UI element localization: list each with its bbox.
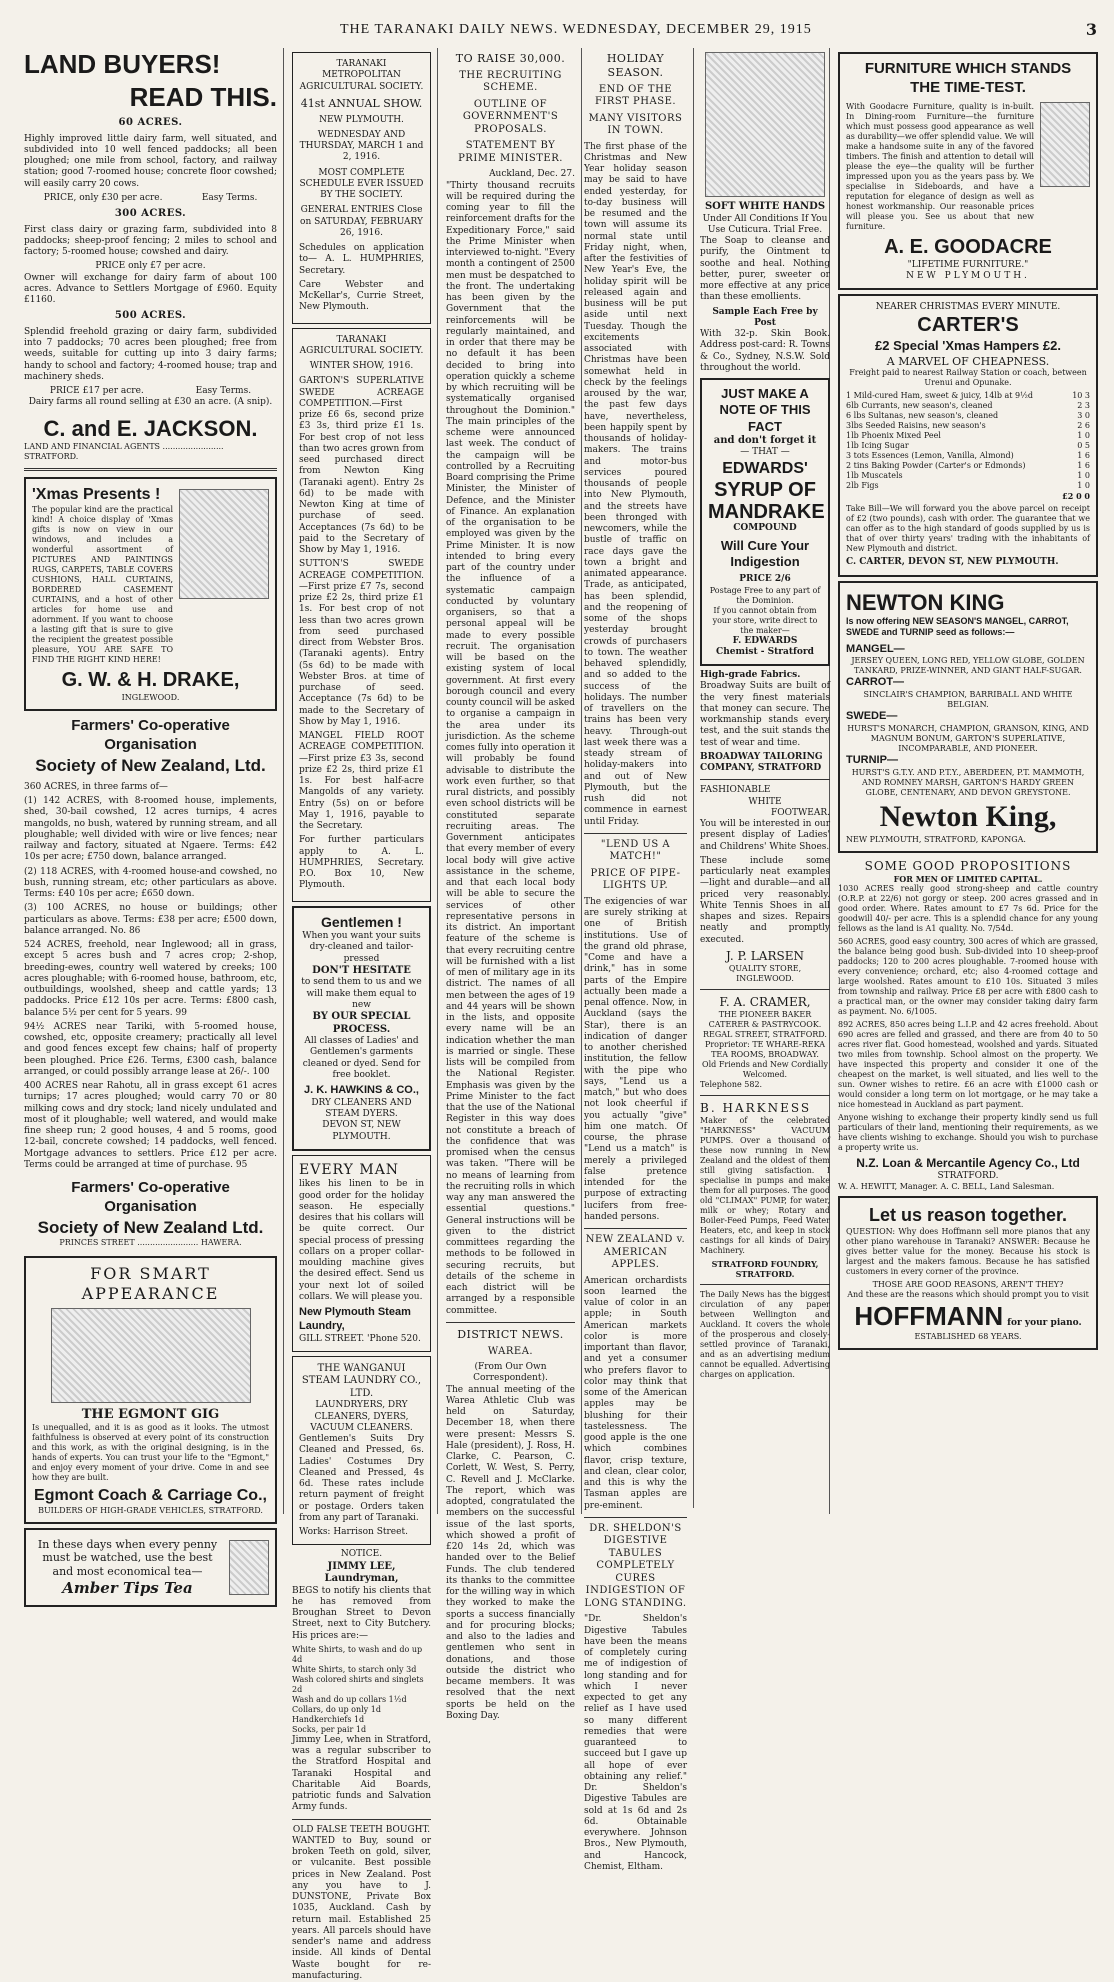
carter-freight: Freight paid to nearest Railway Station or coach, between Urenui and Opunake.: [849, 368, 1087, 388]
harkness-name: B. HARKNESS: [700, 1100, 812, 1115]
tea-packet-illustration: [229, 1540, 269, 1595]
listing-text: Splendid freehold grazing or dairy farm, subdivided into 7 paddocks; 70 acres been ploughed; free from weeds, suitable for cutting up into 3 dairy farms; handy to school and factory; 4-roomed house; trap and machinery sheds.: [24, 326, 277, 382]
carter-address: C. CARTER, DEVON ST, NEW PLYMOUTH.: [846, 557, 1059, 568]
column-1: [18, 48, 284, 1597]
seed-varieties: HURST'S G.T.Y. AND P.T.Y., ABERDEEN, P.T. MAMMOTH, AND ROMNEY MARSH, GARTON'S HARDY GREEN GLOBE, CENTENARY, AND DEVON GREYSTONE.: [851, 767, 1085, 797]
laundry-address: GILL STREET. 'Phone 520.: [299, 1333, 421, 1344]
winter-show-ad: [292, 328, 431, 902]
footwear-line: WHITE: [748, 796, 782, 807]
advertiser-sub: LAND AND FINANCIAL AGENTS ........................ STRATFORD.: [24, 442, 224, 461]
reason-text: QUESTION: Why does Hoffmann sell more pianos that any other piano warehouse in Taranaki? ANSWER: Because he gives better value for the money. Because his stock is largest and the makers famous. Because he has satisfied customers in every corner of the province.: [846, 1226, 1090, 1276]
column-4: [584, 48, 830, 1872]
mandrake-line: — THAT —: [740, 447, 790, 458]
column-2: [286, 48, 438, 1981]
newton-king-name: Newton King,: [879, 799, 1057, 833]
page-number: 3: [1085, 20, 1098, 39]
hawkins-ad: [292, 906, 431, 1151]
seed-varieties: HURST'S MONARCH, CHAMPION, GRANSON, KING, AND MAGNUM BONUM, GARTON'S SUPERLATIVE, INCOMPARABLE, AND PIONEER.: [847, 723, 1089, 753]
competition-text: MANGEL FIELD ROOT ACREAGE COMPETITION.—First prize £3 3s, second prize £2 2s, third prize £1 1s. For best half-acre Mangolds of any variety. Entry (5s) on or before May 1, 1916, payable to the Secretary.: [299, 731, 424, 831]
footwear-text: These include some particularly neat examples—light and durable—and all priced very reasonably. White Tennis Shoes in all shapes and sizes. Repairs neatly and promptly executed.: [700, 855, 830, 945]
listing-price: PRICE £17 per acre.: [49, 386, 144, 396]
column-4-left: [584, 48, 694, 1872]
farm-listing: 360 ACRES, in three farms of—: [24, 781, 168, 792]
correspondent: (From Our Own Correspondent).: [473, 1362, 548, 1384]
proposition: 560 ACRES, good easy country, 300 acres of which are grassed, the balance being good bush. Sub-divided into 10 sheep-proof paddocks; 120 to 200 acres ploughable. 7-roomed house with every convenience; orchard, etc; also 4-roomed cottage and large woolshed. Rates amount to £10 10s. Situated 3 miles from township and railway. Price £8 per acre with £800 cash to a practical man, or the owner may consider taking dairy farm as payment. No. 6/1005.: [838, 937, 1098, 1016]
fireplace-illustration: [179, 489, 269, 599]
goodacre-name: A. E. GOODACRE: [884, 235, 1052, 258]
article-headline: DR. SHELDON'S DIGESTIVE TABULES COMPLETELY CURES INDIGESTION OF LONG STANDING.: [584, 1522, 687, 1609]
harkness-text: Maker of the celebrated "HARKNESS" VACUUM PUMPS. Over a thousand of these now running in New Zealand and the oldest of them still giving satisfaction. I specialise in pumps and make them for all purposes. The good old "CLIMAX" PUMP, for water, milk or whey; Rotary and Boiler-Feed Pumps, Feed Water Heaters, etc, and keep in stock castings for all kinds of Dairy Machinery.: [700, 1115, 830, 1255]
ad-line: to send them to us and we will make them equal to new: [301, 977, 422, 1010]
teeth-text: WANTED to Buy, sound or broken Teeth on gold, silver, or vulcanite. Best possible prices in New Zealand. Post any you have to J. DUNSTONE, Private Box 1035, Auckland. Cash by return mail. Established 25 years. All parcels should have sender's name and address inside. All kinds of Dental Waste bought for re-manufacturing.: [292, 1835, 431, 1981]
proposition: Anyone wishing to exchange their property kindly send us full particulars of their land, mentioning their requirements, as we have clients wishing to exchange. Should you wish to purchase a property write us.: [838, 1113, 1098, 1152]
proposition: 1030 ACRES really good strong-sheep and cattle country (O.R.P. at 22/6) not gorgy or steep. 200 acres grassed and in good order. Where. Rates amount to £7 7s 6d. Price for the goodwill 40/- per acre. This is a splendid chance for any young fellows as the land is A1 quality. No. 7/54d.: [838, 884, 1098, 933]
fco-heading: Farmers' Co-operative Organisation: [71, 717, 230, 753]
district-body: The annual meeting of the Warea Athletic Club was held on Saturday, December 18, when there were present: Messrs S. Hale (president), J. Ross, H. Clarke, C. Pearson, C. Corlett, W. West, S. Perry, C. Revell and J. McClarke. The report, which was adopted, congratulated the members on the successful issue of the last sports, which showed a profit of £20 14s 2d, which was handed over to the Belief Funds. The club tendered its thanks to the committee for the willing way in which they worked to make the sports a success financially and for procuring blocks; and also to the ladies and gentlemen who sent in donations, and those outside the district who became members. It was resolved that the next sports be held on the Boxing Day.: [446, 1384, 575, 1721]
mandrake-ad: [700, 378, 830, 666]
article-body: "Thirty thousand recruits will be required during the coming year to fill the reinforcement drafts for the Expeditionary Force," said the Prime Minister when interviewed to-night. "Every month a contingent of 2500 men must be despatched to the front. The undertaking has been given by the Government that the reinforcements will be regularly maintained, and in order that there may be no default it has been decided to bring into operation quickly a scheme by which recruiting will be systematically organised throughout the Dominion." The main principles of the scheme were announced last week. The conduct of the campaign will be controlled by a Recruiting Board comprising the Prime Minister, the Minister of Defence, and the Minister of Finance. An explanation of the organisation to be employed was given by the Prime Minister. It is now intended to bring every part of the country under the influence of a systematic campaign conducted by voluntary organisers, so that a personal appeal will be made to every possible recruit. The organisation will be based on the existing system of local government. At first every borough council and every county council will be asked to organise a campaign in the area under its jurisdiction. As the scheme comes fully into operation it will probably be found advisable to distribute the work even further, so that rural districts, and possibly even school districts will be constituted separate recruiting areas. The Government anticipates that every member of every local body will give active assistance in the scheme, and that each local body will be able to secure the services of other representative persons in its district. An important feature of the scheme is that every recruiting centre will be furnished with a list of men of military age in its district. The names of all men between the ages of 19 and 44 years will be shown in the lists, and opposite every name will be an indication whether the man is married or single. These lists will be compiled from the National Register. Emphasis was given by the Prime Minister to the fact that the use of the National Register in this way does not constitute a breach of the confidence that was promised when the census was taken. "There will be no means of learning from the recruiting rolls in which way any man answered the essential questions." General instructions will be given to the district committees regarding the methods to be followed in securing recruits, but details of the scheme in each district will be arranged by a responsible committee.: [446, 180, 576, 1316]
article-body: "Dr. Sheldon's Digestive Tabules have been the means of completely curing me of indigestion of long standing and for which I never expected to get any relief as I have used so many different remedies that were guaranteed to succeed but I gave up all hope of ever obtaining any relief." Dr. Sheldon's Digestive Tabules are sold at 1s 6d and 2s 6d. Obtainable everywhere. Johnson Bros., New Plymouth, and Hancock, Chemist, Eltham.: [584, 1614, 687, 1872]
carter-text: Take Bill—We will forward you the above parcel on receipt of £2 (two pounds), cash with order. The guarantee that we can offer as to the high standard of goods supplied by us is that of over thirty years' trading with the inhabitants of New Plymouth and district.: [846, 504, 1090, 554]
cuticura-text: The Soap to cleanse and purify, the Ointment to soothe and heal. Nothing better, purer, sweeter or more effective at any price than these emollients.: [700, 236, 830, 303]
hamper-item: 2lb Figs 1 0: [846, 481, 1090, 491]
show-schedule: MOST COMPLETE SCHEDULE EVER ISSUED BY THE SOCIETY.: [299, 167, 424, 200]
listing-heading: 60 ACRES.: [118, 117, 183, 128]
wanganui-works: Works: Harrison Street.: [299, 1527, 408, 1537]
mandrake-line: JUST MAKE A NOTE OF THIS FACT: [719, 386, 811, 434]
notice-heading: NOTICE.: [340, 1549, 383, 1560]
hamper-item: 1lb Icing Sugar 0 5: [846, 441, 1090, 451]
woman-illustration: [705, 52, 825, 197]
wanganui-name: THE WANGANUI STEAM LAUNDRY CO., LTD.: [301, 1362, 422, 1399]
price-item: White Shirts, to wash and do up 4d: [292, 1644, 423, 1664]
fco-address: PRINCES STREET ........................ HAWERA.: [59, 1237, 242, 1247]
xmas-text: The popular kind are the practical kind! A choice display of 'Xmas gifts is now on view in our windows, and includes a wonderful assortment of PICTURES AND PAINTINGS RUGS, CARPETS, TABLE COVERS CUSHIONS, HALL CURTAINS, BORDERED CASEMENT CURTAINS, and a host of other articles for home use and adornment. If you want to choose a lasting gift that is sure to give the recipient the greatest possible pleasure, YOU ARE SAFE TO FIND THE RIGHT KIND HERE!: [32, 505, 173, 664]
drake-town: INGLEWOOD.: [121, 693, 180, 702]
reason-line: THOSE ARE GOOD REASONS, AREN'T THEY?: [872, 1279, 1064, 1289]
gig-text: Is unequalled, and it is as good as it looks. The utmost faithfulness is observed at every point of its construction and this work, as with the original designing, is in the hands of experts. You can trust your life to the "Egmont," and enjoy every moment of your drive. Come in and see how they are built.: [32, 1423, 269, 1482]
competition-text: GARTON'S SUPERLATIVE SWEDE ACREAGE COMPETITION.—First prize £6 6s, second prize £3 3s, third prize £1 1s. For best crop of not less than two acres grown from seed purchased direct from Newton King (Taranaki agent). Entry 2s 6d) to be made with Newton King at time of purchase of seed. Acceptances (7s 6d) to be paid to the Secretary of Show by May 1, 1916.: [299, 376, 424, 555]
article-subhead: END OF THE FIRST PHASE.: [594, 83, 677, 107]
carter-name: CARTER'S: [917, 314, 1019, 337]
mandrake-price: PRICE 2/6: [739, 574, 791, 585]
footwear-line: FOOTWEAR.: [771, 807, 830, 818]
show-contact: For further particulars apply to A. L. HUMPHRIES, Secretary. P.O. Box 10, New Plymouth.: [299, 835, 424, 891]
fabric-text: Broadway Suits are built of the very finest materials that money can secure. The workmanship stands every test, and the suit stands the test of wear and time.: [700, 681, 830, 748]
mandrake-maker: F. EDWARDS: [732, 635, 798, 646]
newton-king-intro: Is now offering NEW SEASON'S MANGEL, CARROT, SWEDE and TURNIP seed as follows:—: [846, 616, 1069, 638]
farm-listing: 524 ACRES, freehold, near Inglewood; all in grass, except 5 acres bush and 7 acres crop; 2-shop, breeding-ewes, country well watered by creeks; 100 acres ploughable; with 6-roomed house, bathroom, etc, outbuildings, woolshed, sheep and cattle yards; 13 paddocks. Price £12 10s per acre. Terms: £800 cash, balance 5½ per cent for 5 years. 99: [24, 940, 277, 1018]
listing-text: Highly improved little dairy farm, well situated, and subdivided into 10 well fenced paddocks; all been ploughed; one mile from school, factory, and railway station; good 7-roomed house; concrete floor cowshed; will easily carry 20 cows.: [24, 133, 277, 189]
cramer-line: Proprietor: TE WHARE-REKA TEA ROOMS, BROADWAY.: [704, 1039, 826, 1059]
show-entries: GENERAL ENTRIES Close on SATURDAY, FEBRUARY 26, 1916.: [300, 205, 423, 238]
jimmy-lee-text: BEGS to notify his clients that he has removed from Broughan Street to Devon Street, next to City Butchery. His prices are:—: [292, 1585, 431, 1641]
price-item: Wash and do up collars 1½d: [292, 1694, 407, 1704]
price-item: Collars, do up only 1d: [292, 1704, 381, 1714]
mandrake-claim: Will Cure Your Indigestion: [720, 537, 810, 569]
mandrake-product: SYRUP OF MANDRAKE: [708, 478, 825, 523]
goodacre-heading-2: THE TIME-TEST.: [910, 78, 1026, 96]
footwear-text: You will be interested in our present display of Ladies' and Childrens' White Shoes.: [700, 819, 830, 852]
land-buyers-heading: LAND BUYERS!: [24, 49, 221, 79]
hamper-item: 6 lbs Sultanas, new season's, cleaned 3 0: [846, 411, 1090, 421]
larsen-name: J. P. LARSEN: [726, 948, 804, 963]
farm-listing: 400 ACRES near Rahotu, all in grass except 61 acres turnips; 17 acres ploughed; would carry 70 or 80 milking cows and dry stock; land nicely undulated and most of it ploughable; well watered, and would make fine sheep run; 2 good houses, 4 and 5 rooms, good 12-bail, concrete cowshed; 14 paddocks, well fenced. Mortgage advances to settlers. Price £12 per acre. Terms could be arranged at time of purchase. 95: [24, 1081, 277, 1170]
show-title: 41st ANNUAL SHOW.: [300, 96, 423, 110]
loan-company: N.Z. Loan & Mercantile Agency Co., Ltd: [856, 1156, 1080, 1170]
jimmy-lee-text: Jimmy Lee, when in Stratford, was a regular subscriber to the Stratford Hospital and Taranaki Hospital and Charitable Aid Boards, patriotic funds and Salvation Army funds.: [292, 1734, 431, 1813]
listing-price: PRICE, only £30 per acre.: [43, 192, 163, 203]
cuticura-heading: SOFT WHITE HANDS: [704, 201, 826, 212]
read-this-heading: READ THIS.: [129, 81, 277, 112]
district-news-heading: DISTRICT NEWS.: [457, 1327, 564, 1341]
gig-title: THE EGMONT GIG: [81, 1406, 220, 1422]
teeth-heading: OLD FALSE TEETH BOUGHT.: [292, 1824, 431, 1835]
proposition: 892 ACRES, 850 acres being L.I.P. and 42 acres freehold. About 690 acres are felled and grassed, and there are from 40 to 50 acres river flat. Good homestead, woolshed and yards. Situated two miles from township. School almost on the property. We have inspected this property and consider it one of the cheapest on the market, is well situated, and lies well to the sun. Owner wishes to retire. £6 an acre with £1000 cash or would consider a long term on lot mortgage, or he may take a nice homestead in Auckland as part payment.: [838, 1020, 1098, 1109]
cuticura-sample: Sample Each Free by Post: [712, 306, 818, 328]
hamper-item: 1lb Muscatels 1 0: [846, 471, 1090, 481]
goodacre-slogan: "LIFETIME FURNITURE.": [907, 259, 1029, 270]
hamper-item: 1 Mild-cured Ham, sweet & juicy, 14lb at 9½d 10 3: [846, 391, 1090, 401]
seed-varieties: SINCLAIR'S CHAMPION, BARRIBALL AND WHITE BELGIAN.: [863, 690, 1073, 709]
newspaper-title: THE TARANAKI DAILY NEWS. WEDNESDAY, DECEMBER 29, 1915: [340, 22, 812, 37]
dateline: Auckland, Dec. 27.: [489, 169, 575, 180]
hoffmann-tag: for your piano.: [1007, 1317, 1082, 1328]
propositions-heading: SOME GOOD PROPOSITIONS: [864, 859, 1072, 873]
hawkins-address: DEVON ST, NEW PLYMOUTH.: [322, 1120, 401, 1142]
listing-heading: 300 ACRES.: [114, 208, 187, 219]
carter-offer: £2 Special 'Xmas Hampers £2.: [875, 338, 1061, 354]
article-subhead: THE RECRUITING SCHEME.: [459, 69, 562, 94]
listing-text: First class dairy or grazing farm, subdivided into 8 paddocks; sheep-proof fencing; 2 miles to school and factory; 5-roomed house; cowshed and dairy.: [24, 224, 277, 257]
fco-heading-2: Society of New Zealand, Ltd.: [35, 755, 266, 775]
every-man-heading: EVERY MAN: [299, 1161, 400, 1178]
listing-terms: Easy Terms.: [201, 192, 258, 203]
mandrake-maker-town: Chemist - Stratford: [716, 646, 814, 657]
hamper-list: [846, 391, 1090, 501]
price-item: Handkerchiefs 1d: [292, 1714, 365, 1724]
fabric-company: BROADWAY TAILORING COMPANY, STRATFORD: [700, 751, 823, 773]
hamper-item: 6lb Currants, new season's, cleaned 2 3: [846, 401, 1090, 411]
loan-staff: W. A. HEWITT, Manager. A. C. BELL, Land Salesman.: [838, 1182, 1055, 1192]
seed-category: TURNIP—: [846, 753, 898, 766]
egmont-sub: BUILDERS OF HIGH-GRADE VEHICLES, STRATFORD.: [38, 1506, 263, 1515]
metropolitan-show-ad: [292, 52, 431, 324]
harkness-foundry: STRATFORD FOUNDRY, STRATFORD.: [711, 1258, 819, 1279]
laundry-name: New Plymouth Steam Laundry,: [299, 1306, 411, 1332]
ad-line: When you want your suits dry-cleaned and tailor-pressed: [302, 931, 421, 964]
newton-king-ad: [838, 581, 1098, 854]
hamper-item: 3 tots Essences (Lemon, Vanilla, Almond) 1 6: [846, 451, 1090, 461]
daily-news-notice: The Daily News has the biggest circulation of any paper between Wellington and Auckland. It covers the whole of the prosperous and closely-settled province of Taranaki, and as an advertising medium cannot be equalled. Advertising charges on application.: [700, 1289, 830, 1379]
listing-heading: 500 ACRES.: [114, 310, 187, 322]
article-headline: TO RAISE 30,000.: [455, 52, 566, 65]
ad-line: DON'T HESITATE: [312, 964, 411, 976]
article-subhead: OUTLINE OF GOVERNMENT'S PROPOSALS.: [462, 98, 559, 135]
laundry-text: likes his linen to be in good order for the holiday season. He especially desires that his collars will be quite correct. Our special process of pressing collars on a proper collar-moulding machine gives the desired effect. Send us your next lot of soiled collars. We will please you.: [299, 1179, 424, 1302]
mandrake-brand: EDWARDS': [722, 459, 808, 477]
goodacre-ad: [838, 52, 1098, 290]
price-item: Wash colored shirts and singlets 2d: [292, 1674, 424, 1694]
article-body: The exigencies of war are surely striking at one of British institutions. Use of the grand old phrase, "Come and have a drink," has in some parts of the Empire actually been made a penal offence. Now, in Auckland (says the Star), there is an indication of danger to another cherished institution, the fellow with the pipe who says, "Lend us a match," but who does not look cheerful if you actually "give" him one match. Of course, the phrase "Lend us a match" is merely a privileged false pretence intended for the purpose of extracting lucifers from free-handed persons.: [584, 896, 687, 1222]
district-name: WAREA.: [487, 1345, 534, 1357]
laundry-ad: [292, 1155, 431, 1352]
wanganui-laundry-ad: [292, 1356, 431, 1546]
tea-brand: Amber Tips Tea: [62, 1578, 193, 1597]
hoffmann-ad: [838, 1196, 1098, 1350]
hamper-item: 3lbs Seeded Raisins, new season's 2 6: [846, 421, 1090, 431]
hamper-total: £2 0 0: [1062, 491, 1090, 502]
carter-tagline: NEARER CHRISTMAS EVERY MINUTE.: [875, 302, 1061, 312]
egmont-name: Egmont Coach & Carriage Co.,: [34, 1487, 267, 1504]
article-headline: "LEND US A MATCH!": [600, 838, 671, 863]
hoffmann-est: ESTABLISHED 68 YEARS.: [914, 1332, 1022, 1342]
show-dates: WEDNESDAY AND THURSDAY, MARCH 1 and 2, 1916.: [299, 129, 424, 163]
competition-text: SUTTON'S SWEDE ACREAGE COMPETITION.—First prize £7 7s, second prize £2 2s, third prize £1 1s. For best crop of not less than two acres grown from seed purchased direct from Webster Bros. (Taranaki agents). Entry (5s 6d) to be made with Webster Bros. at time of purchase of seed. Acceptance (7s 6d) to be made to the Secretary of Show by May 1, 1916.: [299, 559, 424, 727]
cramer-line: Old Friends and New Cordially Welcomed.: [702, 1059, 828, 1079]
larsen-address: QUALITY STORE, INGLEWOOD.: [728, 963, 802, 983]
egmont-gig-ad: [24, 1256, 277, 1524]
column-5: [832, 48, 1104, 1514]
xmas-presents-ad: [24, 477, 277, 711]
carter-ad: [838, 294, 1098, 577]
society-name: TARANAKI AGRICULTURAL SOCIETY.: [299, 334, 424, 356]
wanganui-text: Gentlemen's Suits Dry Cleaned and Pressed, 6s. Ladies' Costumes Dry Cleaned and Pressed, 4s 6d. These rates include return payment of freight or postage. Orders taken from any part of Taranaki.: [299, 1434, 424, 1523]
fco-heading: Farmers' Co-operative Organisation: [71, 1179, 230, 1215]
masthead: [0, 18, 1114, 44]
gentlemen-heading: Gentlemen !: [321, 913, 402, 930]
price-list: [292, 1645, 431, 1735]
winter-show-title: WINTER SHOW, 1916.: [309, 361, 414, 371]
goodacre-heading: FURNITURE WHICH STANDS: [864, 60, 1072, 77]
article-headline: NEW ZEALAND v. AMERICAN APPLES.: [585, 1234, 686, 1270]
seed-varieties: JERSEY QUEEN, LONG RED, YELLOW GLOBE, GOLDEN TANKARD, PRIZE-WINNER, AND GIANT HALF-SUGAR.: [851, 656, 1085, 676]
listing-text: Owner will exchange for dairy farm of about 100 acres. Advance to Settlers Mortgage of £960. Equity £1160.: [24, 272, 277, 305]
price-item: Socks, per pair 1d: [292, 1724, 367, 1734]
hamper-item: 2 tins Baking Powder (Carter's or Edmonds) 1 6: [846, 461, 1090, 471]
mandrake-line: and don't forget it: [713, 434, 817, 446]
article-body: American orchardists soon learned the value of color in an apple; in South American markets color is more important than flavor, and yet a consumer who prefers flavor to color may think that some of the American apples may be blushing for their tastelessness. The good apple is the one which combines flavor, crisp texture, and clean, clear color, and this is why the Tasman apples are pre-eminent.: [584, 1275, 687, 1511]
mandrake-line: COMPOUND: [733, 522, 797, 533]
cramer-phone: Telephone 582.: [700, 1079, 763, 1089]
cramer-line: THE PIONEER BAKER CATERER & PASTRYCOOK.: [708, 1009, 822, 1029]
advertiser-name: C. and E. JACKSON.: [43, 415, 258, 441]
farm-listing: (1) 142 ACRES, with 8-roomed house, implements, shed, 30-bail cowshed, 12 acres turnips, 4 acres mangolds, no bush, watered by running stream, and all ploughable; well divided with wire or live fences; near railway and factory, situated at Ngaere. Terms: £42 10s per acre; £750 down, balance arranged.: [24, 796, 277, 863]
article-subhead: MANY VISITORS IN TOWN.: [588, 112, 683, 136]
society-name: TARANAKI METROPOLITAN AGRICULTURAL SOCIETY.: [299, 59, 424, 92]
reason-line: And these are the reasons which should prompt you to visit: [847, 1289, 1089, 1299]
fabric-heading: High-grade Fabrics.: [700, 670, 801, 680]
listing-price: PRICE only £7 per acre.: [95, 261, 206, 272]
fco-heading-2: Society of New Zealand Ltd.: [37, 1217, 264, 1237]
seed-category: SWEDE—: [846, 710, 898, 722]
ad-line: BY OUR SPECIAL PROCESS.: [312, 1011, 411, 1035]
goodacre-town: NEW PLYMOUTH.: [906, 270, 1030, 281]
footwear-line: FASHIONABLE: [700, 785, 771, 796]
newton-king-towns: NEW PLYMOUTH, STRATFORD, KAPONGA.: [846, 835, 1026, 844]
loan-town: STRATFORD.: [937, 1171, 999, 1181]
cramer-name: F. A. CRAMER,: [719, 994, 811, 1009]
drake-name: G. W. & H. DRAKE,: [61, 669, 240, 691]
hamper-item: 1lb Phoenix Mixed Peel 1 0: [846, 431, 1090, 441]
jimmy-lee-name: JIMMY LEE, Laundryman,: [324, 1560, 399, 1584]
show-address: Care Webster and McKellar's, Currie Street, New Plymouth.: [299, 279, 424, 313]
smart-heading: FOR SMART APPEARANCE: [81, 1263, 220, 1303]
mandrake-line: Postage Free to any part of the Dominion.: [709, 585, 821, 605]
listing-terms: Easy Terms.: [195, 386, 252, 396]
farm-listing: (3) 100 ACRES, no house or buildings; other particulars as above. Terms: £38 per acre; £500 down, balance arranged. No. 86: [24, 903, 277, 936]
wanganui-sub: LAUNDRYERS, DRY CLEANERS, DYERS, VACUUM CLEANERS.: [310, 1400, 413, 1433]
chair-illustration: [1040, 102, 1090, 187]
column-4-right: [700, 48, 830, 1383]
show-contact: Schedules on application to— A. L. HUMPHRIES, Secretary.: [299, 243, 424, 276]
article-body: The first phase of the Christmas and New Year holiday season may be said to have ended yesterday, for to-day business will be resumed and the town will assume its normal state until Friday night, when, after the festivities of New Year's Eve, the holiday spirit will be released again and business will be put aside until next Tuesday. Though the excitements associated with Christmas have been somewhat held in check by the feelings aroused by the war, the past few days have, nevertheless, been happily spent by thousands of holiday-makers. The trains and motor-bus services poured thousands of people into New Plymouth, and the streets have been thronged with newcomers, while the bustle of traffic on race days gave the town a bright and animated appearance. Trade, as anticipated, has been splendid, and the reopening of some of the shops yesterday brought crowds of purchasers to town. The weather behaved splendidly, and so added to the success of the holidays. The number of travellers on the trains has been very heavy. Through-out last week there was a steady stream of holiday-makers into and out of New Plymouth, but the rush did not commence in earnest until Friday.: [584, 141, 687, 827]
column-3: [440, 48, 582, 1721]
cuticura-sub: Under All Conditions If You Use Cuticura. Trial Free.: [702, 213, 828, 235]
article-subhead: STATEMENT BY PRIME MINISTER.: [458, 140, 563, 164]
article-headline: HOLIDAY SEASON.: [606, 52, 665, 79]
hoffmann-name: HOFFMANN: [854, 1300, 1004, 1331]
cuticura-address: With 32-p. Skin Book. Address post-card: R. Towns & Co., Sydney, N.S.W. Sold throughout the world.: [700, 329, 830, 373]
tea-text: In these days when every penny must be watched, use the best and most economical tea—: [37, 1537, 218, 1578]
newton-king-heading: NEWTON KING: [846, 589, 1005, 615]
article-subhead: PRICE OF PIPE-LIGHTS UP.: [590, 867, 681, 892]
reason-heading: Let us reason together.: [868, 1205, 1068, 1226]
hawkins-name: J. K. HAWKINS & CO.,: [304, 1084, 419, 1096]
cramer-line: REGAL STREET, STRATFORD.: [703, 1029, 827, 1039]
hawkins-sub: DRY CLEANERS AND STEAM DYERS.: [311, 1097, 412, 1119]
price-item: White Shirts, to starch only 3d: [292, 1664, 417, 1674]
xmas-heading: 'Xmas Presents !: [32, 486, 161, 503]
gig-illustration: [51, 1308, 251, 1403]
seed-category: MANGEL—: [846, 642, 905, 655]
farm-listing: 94½ ACRES near Tariki, with 5-roomed house, cowshed, etc, opposite creamery; practically all level and good fences except few chains; half of property been ploughed. Price £26. Terms, £300 cash, balance arranged, or could possibly arrange lease at 26/-. 100: [24, 1021, 277, 1077]
seed-category: CARROT—: [846, 676, 905, 689]
show-town: NEW PLYMOUTH.: [319, 114, 404, 125]
farm-listing: (2) 118 ACRES, with 4-roomed house-and cowshed, no bush, running stream, etc; other particulars as above. Terms: £40 10s per acre; £650 down.: [24, 866, 277, 899]
tea-ad: [24, 1528, 277, 1607]
propositions-sub: FOR MEN OF LIMITED CAPITAL.: [893, 874, 1043, 884]
goodacre-text: With Goodacre Furniture, quality is in-built. In Dining-room Furniture—the furniture which must possess good appearance as well as durability—we offer splendid value. We will make a handsome suite in any of the favored timbers. The finish and attention to detail will please the eye—the quality will be further impressed upon you as the years pass by. We specialise in Sideboards, and have a reputation for elegance of design as well as honest workmanship. Our reasonable prices will please you. See us about that new furniture.: [846, 101, 1034, 231]
listing-note: Dairy farms all round selling at £30 an acre. (A snip).: [28, 397, 273, 408]
mandrake-line: If you cannot obtain from your store, write direct to the maker—: [712, 605, 818, 635]
ad-line: All classes of Ladies' and Gentlemen's garments cleaned or dyed. Send for free booklet.: [302, 1036, 421, 1080]
carter-marvel: A MARVEL OF CHEAPNESS.: [886, 354, 1050, 368]
